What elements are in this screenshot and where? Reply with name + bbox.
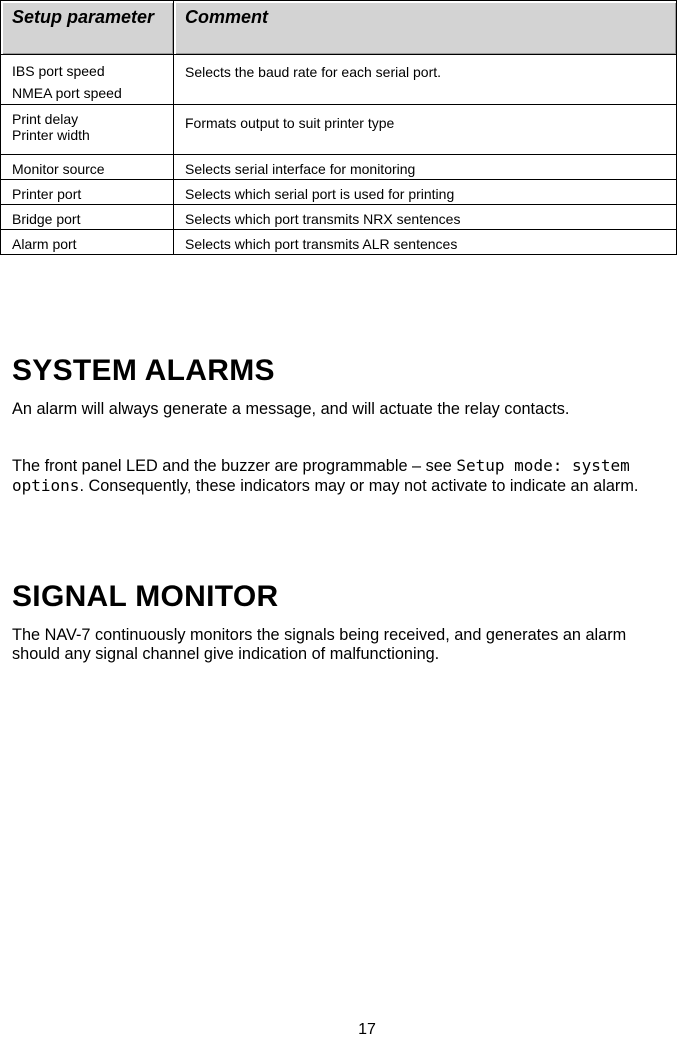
parameter-cell <box>1 205 174 230</box>
parameter-text: Bridge port <box>12 211 81 227</box>
system-alarms-paragraph: An alarm will always generate a message, and will actuate the relay contacts. <box>12 400 570 418</box>
parameter-cell <box>1 230 174 255</box>
setup-parameter-table <box>0 0 677 255</box>
parameter-text: NMEA port speed <box>12 85 122 101</box>
signal-monitor-paragraph: The NAV-7 continuously monitors the signals being received, and generates an alarm should any signal channel give indication of malfunctioning. <box>12 626 627 663</box>
parameter-text: Printer width <box>12 127 90 143</box>
comment-text: Selects which port transmits NRX sentences <box>185 211 461 227</box>
comment-text: Selects which port transmits ALR sentences <box>185 236 458 252</box>
parameter-cell <box>1 55 174 105</box>
table-row <box>1 105 677 155</box>
comment-cell <box>174 55 677 105</box>
setup-mode-reference: Setup mode: system options <box>12 456 630 495</box>
system-alarms-programmable-paragraph <box>12 456 672 496</box>
comment-cell <box>174 180 677 205</box>
parameter-text: Print delay <box>12 111 79 127</box>
table-row <box>1 180 677 205</box>
comment-text: Selects which serial port is used for printing <box>185 186 455 202</box>
table-row <box>1 205 677 230</box>
parameter-text: Alarm port <box>12 236 77 252</box>
header-setup-parameter: Setup parameter <box>1 1 174 55</box>
paragraph-text: . Consequently, these indicators may or may not activate to indicate an alarm. <box>79 477 639 495</box>
comment-cell <box>174 105 677 155</box>
parameter-text: Monitor source <box>12 161 105 177</box>
comment-text: Selects serial interface for monitoring <box>185 161 416 177</box>
table-row <box>1 230 677 255</box>
parameter-cell <box>1 180 174 205</box>
comment-text: Selects the baud rate for each serial port. <box>185 64 442 80</box>
system-alarms-heading: SYSTEM ALARMS <box>12 354 275 387</box>
parameter-text: Printer port <box>12 186 82 202</box>
comment-cell <box>174 205 677 230</box>
page-number: 17 <box>358 1021 376 1038</box>
comment-cell <box>174 155 677 180</box>
comment-cell <box>174 230 677 255</box>
table-header-row <box>1 1 677 55</box>
parameter-cell <box>1 155 174 180</box>
header-comment: Comment <box>174 1 677 55</box>
parameter-cell <box>1 105 174 155</box>
table-row <box>1 55 677 105</box>
signal-monitor-heading: SIGNAL MONITOR <box>12 580 279 613</box>
parameter-text: IBS port speed <box>12 63 105 79</box>
table-row <box>1 155 677 180</box>
comment-text: Formats output to suit printer type <box>185 115 395 131</box>
paragraph-text: The front panel LED and the buzzer are programmable – see <box>12 457 457 475</box>
